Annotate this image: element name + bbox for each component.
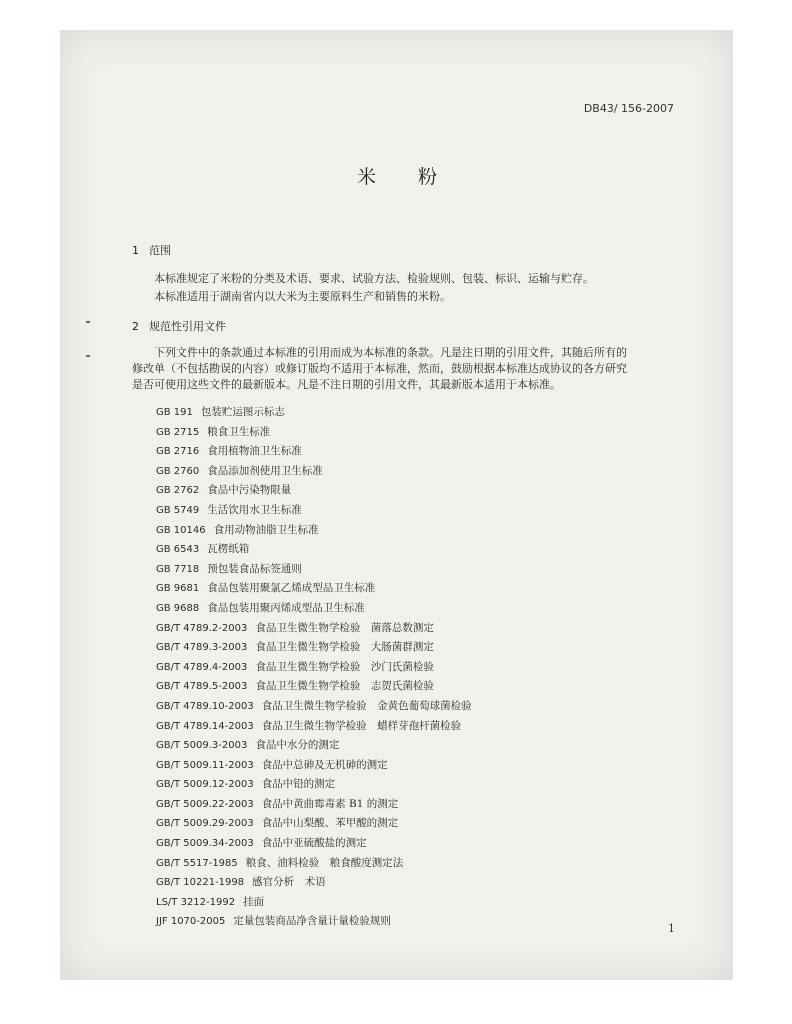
reference-item xyxy=(156,658,676,678)
reference-title: 食品中水分的测定 xyxy=(255,739,340,752)
document-code: DB43/ 156-2007 xyxy=(583,102,674,115)
reference-title: 定量包装商品净含量计量检验规则 xyxy=(233,915,391,928)
scan-mark xyxy=(86,355,90,357)
reference-code: GB 5749 xyxy=(156,504,200,516)
reference-item xyxy=(156,481,676,501)
reference-code: GB/T 4789.3-2003 xyxy=(156,642,248,654)
reference-item xyxy=(156,775,676,795)
reference-code: GB 9681 xyxy=(156,583,200,595)
reference-code: LS/T 3212-1992 xyxy=(156,896,236,908)
reference-title: 粮食、油料检验 粮食酸度测定法 xyxy=(245,856,404,869)
reference-title: 食品包装用聚丙烯成型品卫生标准 xyxy=(207,601,365,614)
reference-title: 包装贮运图示标志 xyxy=(200,406,285,418)
reference-item xyxy=(156,697,676,717)
reference-title: 感官分析 术语 xyxy=(252,876,326,889)
reference-code: JJF 1070-2005 xyxy=(156,916,226,928)
reference-title: 食品卫生微生物学检验 志贺氏菌检验 xyxy=(255,680,434,693)
normative-intro xyxy=(132,345,672,393)
reference-title: 食品中总砷及无机砷的测定 xyxy=(261,758,388,771)
reference-title: 食品中污染物限量 xyxy=(207,484,292,497)
reference-title: 食品添加剂使用卫生标准 xyxy=(207,464,323,477)
reference-code: GB 191 xyxy=(156,407,193,418)
page-number: 1 xyxy=(668,922,675,935)
reference-code: GB/T 5009.3-2003 xyxy=(156,740,248,752)
reference-item xyxy=(156,423,676,443)
reference-item xyxy=(156,560,676,580)
reference-item xyxy=(156,795,676,815)
section-1-heading xyxy=(132,242,171,258)
reference-item xyxy=(156,442,676,462)
intro-line: 下列文件中的条款通过本标准的引用而成为本标准的条款。凡是注日期的引用文件，其随后所有的 xyxy=(154,346,627,359)
reference-code: GB/T 5009.22-2003 xyxy=(156,798,254,810)
reference-item xyxy=(156,462,676,482)
reference-code: GB/T 5517-1985 xyxy=(156,857,238,869)
reference-item xyxy=(156,403,676,423)
scope-line: 本标准适用于湖南省内以大米为主要原料生产和销售的米粉。 xyxy=(154,290,451,303)
reference-item xyxy=(156,814,676,834)
reference-code: GB 6543 xyxy=(156,544,200,556)
section-title: 范围 xyxy=(149,244,171,257)
section-2-heading xyxy=(132,318,226,334)
reference-title: 食品卫生微生物学检验 大肠菌群测定 xyxy=(255,641,434,654)
intro-line: 是否可使用这些文件的最新版本。凡是不注日期的引用文件，其最新版本适用于本标准。 xyxy=(132,378,561,391)
reference-item xyxy=(156,873,676,893)
reference-code: GB 10146 xyxy=(156,524,206,536)
reference-list xyxy=(156,403,676,932)
reference-title: 预包装食品标签通则 xyxy=(207,562,302,575)
reference-code: GB/T 4789.10-2003 xyxy=(156,700,254,712)
reference-code: GB/T 5009.29-2003 xyxy=(156,818,254,830)
reference-title: 食用动物油脂卫生标准 xyxy=(213,523,319,536)
reference-item xyxy=(156,756,676,776)
reference-title: 食品中黄曲霉毒素 B1 的测定 xyxy=(261,797,399,810)
reference-code: GB/T 5009.12-2003 xyxy=(156,779,254,791)
reference-title: 食品卫生微生物学检验 金黄色葡萄球菌检验 xyxy=(261,699,472,712)
scope-text xyxy=(132,271,672,305)
reference-code: GB/T 5009.34-2003 xyxy=(156,838,254,850)
reference-item xyxy=(156,540,676,560)
reference-code: GB/T 4789.14-2003 xyxy=(156,720,254,732)
reference-code: GB/T 10221-1998 xyxy=(156,877,245,889)
reference-title: 食品卫生微生物学检验 蜡样芽孢杆菌检验 xyxy=(261,719,462,732)
reference-title: 食品中山梨酸、苯甲酸的测定 xyxy=(261,817,399,830)
reference-item xyxy=(156,893,676,913)
reference-title: 食品中亚硫酸盐的测定 xyxy=(261,837,367,850)
scan-mark xyxy=(86,321,90,323)
reference-item xyxy=(156,677,676,697)
reference-item xyxy=(156,638,676,658)
reference-item xyxy=(156,599,676,619)
reference-item xyxy=(156,619,676,639)
reference-code: GB 9688 xyxy=(156,602,200,614)
reference-item xyxy=(156,912,676,932)
reference-code: GB 2762 xyxy=(156,485,200,497)
reference-title: 粮食卫生标准 xyxy=(207,425,271,438)
reference-title: 食品包装用聚氯乙烯成型品卫生标准 xyxy=(207,582,376,595)
reference-code: GB 2715 xyxy=(156,426,200,438)
reference-title: 食品卫生微生物学检验 菌落总数测定 xyxy=(255,621,434,634)
reference-code: GB/T 4789.5-2003 xyxy=(156,681,248,693)
reference-code: GB 2760 xyxy=(156,465,200,477)
reference-title: 食品中铅的测定 xyxy=(261,778,336,791)
section-number: 1 xyxy=(132,244,139,257)
reference-item xyxy=(156,717,676,737)
reference-item xyxy=(156,521,676,541)
reference-code: GB 7718 xyxy=(156,563,200,575)
page-title: 米 粉 xyxy=(356,166,456,188)
reference-item xyxy=(156,501,676,521)
reference-code: GB/T 4789.4-2003 xyxy=(156,661,248,673)
reference-title: 食用植物油卫生标准 xyxy=(207,445,302,458)
reference-item xyxy=(156,736,676,756)
reference-title: 生活饮用水卫生标准 xyxy=(207,503,302,516)
reference-item xyxy=(156,579,676,599)
reference-item xyxy=(156,834,676,854)
reference-item xyxy=(156,854,676,874)
reference-code: GB 2716 xyxy=(156,446,200,458)
section-number: 2 xyxy=(132,320,139,333)
reference-code: GB/T 5009.11-2003 xyxy=(156,759,254,771)
reference-code: GB/T 4789.2-2003 xyxy=(156,622,248,634)
reference-title: 食品卫生微生物学检验 沙门氏菌检验 xyxy=(255,660,434,673)
intro-line: 修改单（不包括勘误的内容）或修订版均不适用于本标准，然而，鼓励根据本标准达成协议的各方研究 xyxy=(132,362,627,375)
scope-line: 本标准规定了米粉的分类及术语、要求、试验方法、检验规则、包装、标识、运输与贮存。 xyxy=(154,272,594,285)
reference-title: 瓦楞纸箱 xyxy=(207,543,250,556)
section-title: 规范性引用文件 xyxy=(149,320,226,333)
reference-title: 挂面 xyxy=(243,895,265,908)
